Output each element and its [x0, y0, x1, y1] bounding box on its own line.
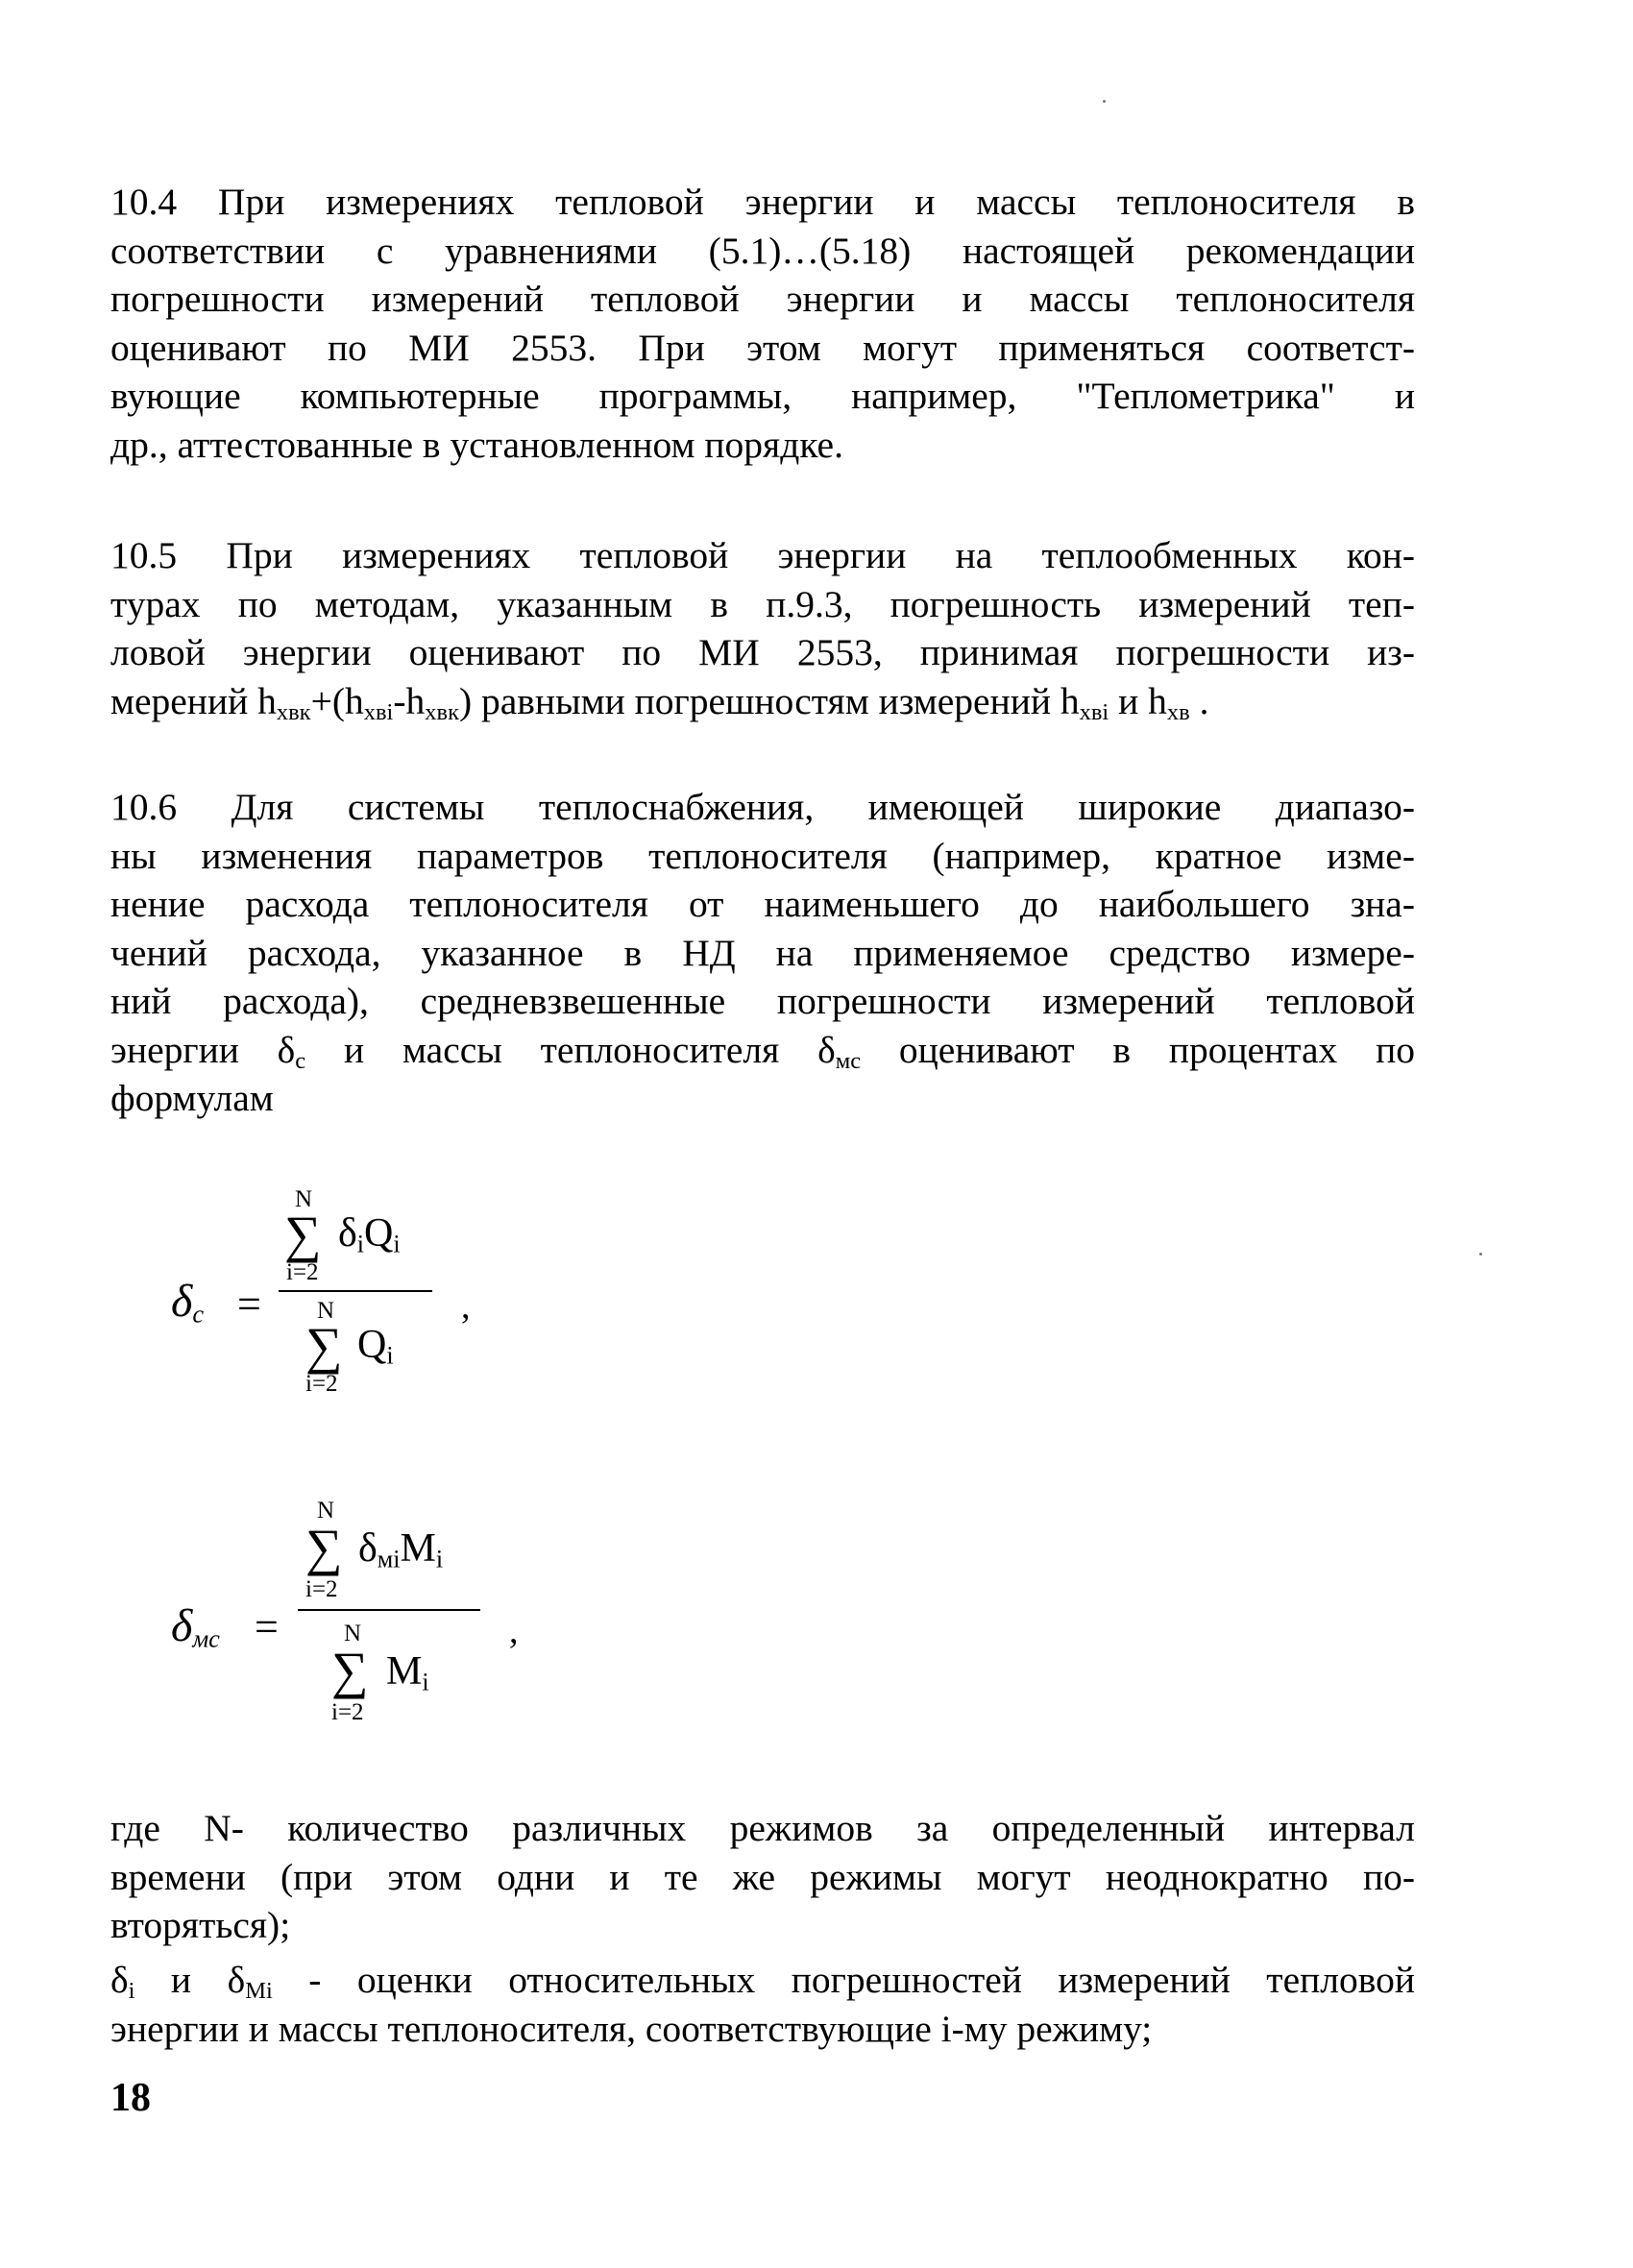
text-line: 10.5 При измерениях тепловой энергии на теплообменных кон- — [110, 534, 1415, 576]
eq1-den-lower-limit: i=2 — [305, 1371, 338, 1397]
eq2-num-lower-limit: i=2 — [305, 1576, 338, 1602]
paragraph-10-5 — [110, 531, 1415, 725]
eq2-num-upper-limit: N — [317, 1498, 335, 1524]
eq2-den-upper-limit: N — [344, 1621, 362, 1646]
paragraph-10-4 — [110, 178, 1415, 469]
eq2-fraction-bar — [298, 1609, 480, 1611]
eq2-lhs: $\delta_{мс}$ — [171, 1600, 220, 1653]
text-line: энергии $\delta_c$ и массы теплоносителя $\delta_{мс}$ оценивают в процентах по — [110, 1028, 1416, 1074]
eq2-comma: , — [509, 1611, 519, 1651]
text-line: времени (при этом одни и те же режимы могут неоднократно по- — [110, 1855, 1415, 1898]
eq1-equals: = — [237, 1280, 261, 1328]
text-line: турах по методам, указанным в п.9.3, погрешность измерений теп- — [110, 582, 1415, 625]
text-line: оценивают по МИ 2553. При этом могут применяться соответст- — [110, 326, 1415, 369]
eq1-denominator: $Q_i$ — [357, 1323, 394, 1370]
eq2-num-sum-icon: ∑ — [305, 1519, 343, 1576]
eq1-numerator: $\delta_iQ_i$ — [338, 1211, 401, 1258]
text-line: др., аттестованные в установленном порядке. — [110, 423, 843, 466]
eq2-equals: = — [255, 1603, 279, 1650]
eq1-den-sum-icon: ∑ — [305, 1317, 343, 1375]
text-line: погрешности измерений тепловой энергии и массы теплоносителя — [110, 278, 1415, 320]
text-line: где N- количество различных режимов за определенный интервал — [110, 1807, 1415, 1849]
text-line: соответствии с уравнениями (5.1)…(5.18) настоящей рекомендации — [110, 229, 1415, 272]
text-line: 10.4 При измерениях тепловой энергии и массы теплоносителя в — [110, 181, 1415, 223]
text-line: ны изменения параметров теплоносителя (например, кратное изме- — [110, 834, 1415, 877]
paragraph-10-6 — [110, 783, 1415, 1123]
page-number: 18 — [110, 2076, 151, 2120]
text-line: ний расхода), средневзвешенные погрешности измерений тепловой — [110, 980, 1415, 1022]
eq2-den-sum-icon: ∑ — [331, 1642, 369, 1699]
eq1-lhs: $\delta_c$ — [171, 1276, 205, 1329]
eq1-comma: , — [461, 1286, 471, 1327]
eq1-den-upper-limit: N — [317, 1298, 335, 1324]
text-line: чений расхода, указанное в НД на применяемое средство измере- — [110, 931, 1415, 974]
text-line: ловой энергии оценивают по МИ 2553, принимая погрешности из- — [110, 631, 1415, 673]
text-line: формулам — [110, 1077, 274, 1119]
eq2-den-lower-limit: i=2 — [331, 1699, 364, 1725]
eq1-fraction-bar — [279, 1290, 432, 1292]
text-line: вующие компьютерные программы, например, "Теплометрика" и — [110, 375, 1415, 417]
text-line: 10.6 Для системы теплоснабжения, имеющей широкие диапазо- — [110, 786, 1415, 828]
text-line: $\delta_i$ и $\delta_{Mi}$ - оценки относительных погрешностей измерений тепловой — [110, 1959, 1415, 2005]
eq1-num-sum-icon: ∑ — [284, 1206, 322, 1263]
eq2-denominator: $M_i$ — [386, 1649, 429, 1696]
text-line: мерений $h_{хвк}+(h_{хвi}-h_{хвк})$ равными погрешностям измерений $h_{хвi}$ и $h_{хв}$ . — [110, 679, 1209, 725]
scan-speck — [1479, 1253, 1482, 1256]
eq1-num-lower-limit: i=2 — [286, 1259, 319, 1285]
eq2-numerator: $\delta_{мi}M_i$ — [358, 1526, 444, 1573]
scan-speck — [1103, 100, 1106, 103]
text-line: энергии и массы теплоносителя, соответствующие i-му режиму; — [110, 2007, 1153, 2050]
text-line: нение расхода теплоносителя от наименьшего до наибольшего зна- — [110, 883, 1415, 925]
paragraph-where-n — [110, 1804, 1415, 1950]
text-line: вторяться); — [110, 1904, 291, 1946]
eq1-num-upper-limit: N — [295, 1186, 313, 1212]
paragraph-delta-definitions — [110, 1956, 1415, 2053]
